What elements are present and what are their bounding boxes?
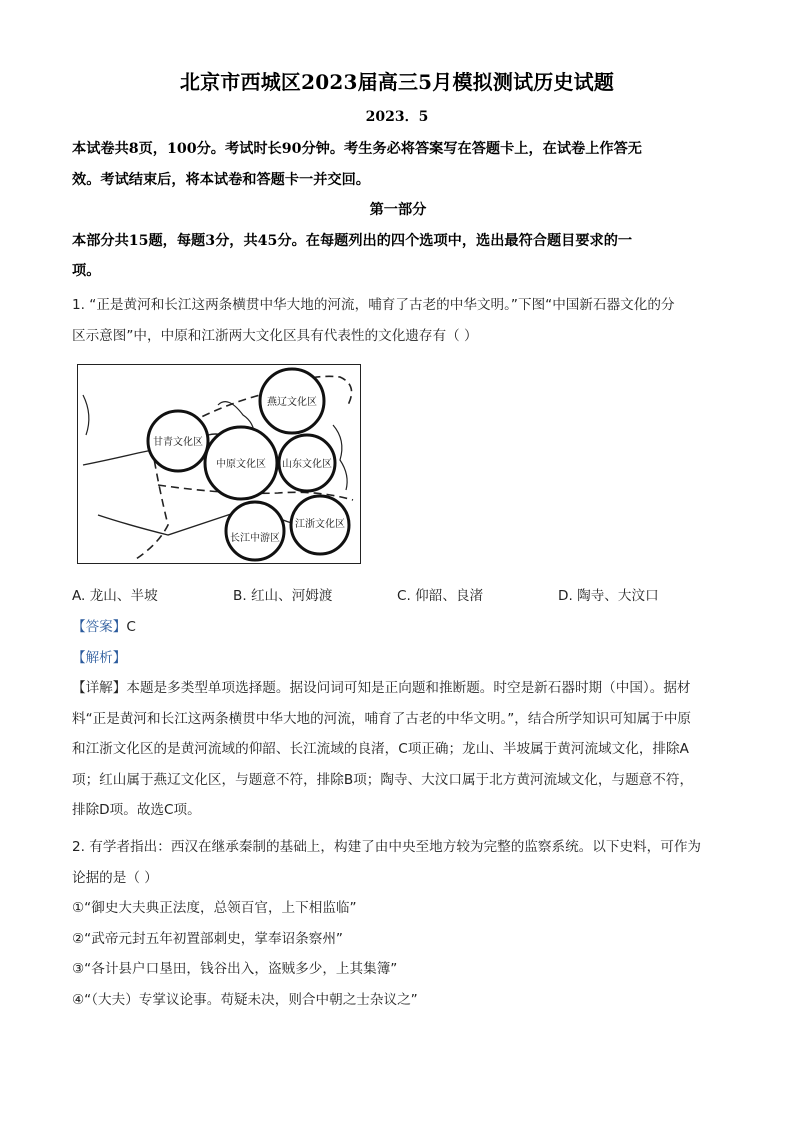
question-1-stem <box>72 290 724 351</box>
answer-value: C <box>126 619 136 635</box>
changjiang-region-circle <box>226 502 284 560</box>
analysis-label: 【解析】 <box>72 649 127 666</box>
exam-instructions <box>72 134 724 287</box>
question-stem-line: 1. “正是黄河和长江这两条横贯中华大地的河流，哺育了古老的中华文明。”下图“中国新石器文化的分 <box>72 297 675 313</box>
exam-date: 2023．5 <box>365 109 429 125</box>
exam-title: 北京市西城区2023届高三5月模拟测试历史试题 <box>179 70 615 94</box>
detail-line: 【详解】本题是多类型单项选择题。据设问词可知是正向题和推断题。时空是新石器时期（中国）。据材 <box>72 680 691 696</box>
instruction-line: 本试卷共8页，100分。考试时长90分钟。考生务必将答案写在答题卡上，在试卷上作答无 <box>72 141 642 157</box>
map-label-jiangzhe: 江浙文化区 <box>295 519 345 530</box>
map-label-ganqing: 甘青文化区 <box>153 437 203 448</box>
question-stem-line: 区示意图”中，中原和江浙两大文化区具有代表性的文化遗存有（ ） <box>72 327 478 344</box>
source-item: ①“御史大夫典正法度，总领百官，上下相监临” <box>72 900 357 916</box>
question-1-solution <box>72 612 724 826</box>
detail-line: 料“正是黄河和长江这两条横贯中华大地的河流，哺育了古老的中华文明。”，结合所学知识可知属于中原 <box>72 710 692 727</box>
detail-line: 排除D项。故选C项。 <box>72 802 201 818</box>
question-1-options <box>72 584 724 610</box>
option-b[interactable]: B. 红山、河姆渡 <box>233 588 333 604</box>
source-item: ④“（大夫）专掌议论事。苟疑未决，则合中朝之士杂议之” <box>72 991 418 1008</box>
answer-line <box>72 612 724 643</box>
map-drawing <box>78 365 360 563</box>
source-item: ③“各计县户口垦田，钱谷出入，盗贼多少，上其集簿” <box>72 961 398 977</box>
section-intro-line: 本部分共15题，每题3分，共45分。在每题列出的四个选项中，选出最符合题目要求的一 <box>72 232 633 249</box>
question-stem-line: 论据的是（ ） <box>72 869 158 886</box>
river-line <box>83 395 89 435</box>
option-d[interactable]: D. 陶寺、大汶口 <box>558 588 659 604</box>
section-intro-line: 项。 <box>72 263 101 279</box>
section-title: 第一部分 <box>369 202 427 218</box>
map-label-zhongyuan: 中原文化区 <box>216 459 266 470</box>
question-stem-line: 2. 有学者指出：西汉在继承秦制的基础上，构建了由中央至地方较为完整的监察系统。以下史料，可作为 <box>72 839 702 855</box>
option-a[interactable]: A. 龙山、半坡 <box>72 588 158 604</box>
detail-line: 和江浙文化区的是黄河流域的仰韶、长江流域的良渚，C项正确；龙山、半坡属于黄河流域文化，排除A <box>72 741 689 757</box>
option-c[interactable]: C. 仰韶、良渚 <box>397 588 484 604</box>
question-2 <box>72 832 724 1015</box>
neolithic-culture-map <box>77 364 361 564</box>
answer-label: 【答案】 <box>72 619 127 635</box>
detail-line: 项；红山属于燕辽文化区，与题意不符，排除B项；陶寺、大汶口属于北方黄河流域文化，与题意不符， <box>72 771 694 788</box>
map-label-yanliao: 燕辽文化区 <box>267 397 317 408</box>
instruction-line: 效。考试结束后，将本试卷和答题卡一并交回。 <box>72 171 370 188</box>
map-label-changjiang: 长江中游区 <box>230 533 280 544</box>
source-item: ②“武帝元封五年初置部刺史，掌奉诏条察州” <box>72 930 343 947</box>
map-label-shandong: 山东文化区 <box>282 459 332 470</box>
